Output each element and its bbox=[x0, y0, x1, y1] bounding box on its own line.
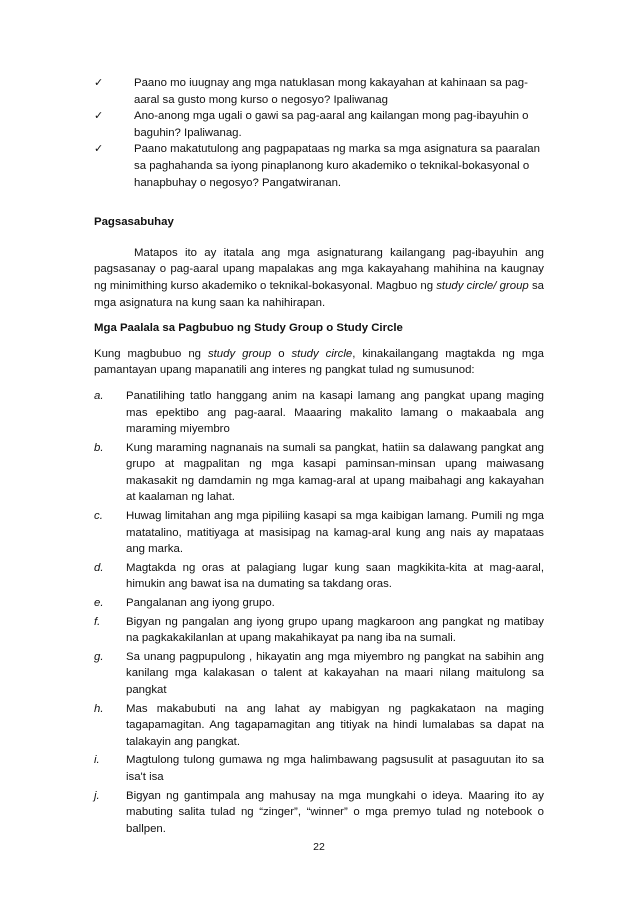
list-item bbox=[94, 388, 544, 438]
paragraph-text: , kinakailangang magtakda ng mga pamantayan upang mapanatili ang interes ng pangkat tulad ng sumusunod: bbox=[94, 347, 544, 377]
list-item bbox=[94, 701, 544, 751]
item-text: Mas makabubuti na ang lahat ay mabigyan ng pagkakataon na maging tagapamagitan. Ang tagapamagitan ang titiyak na hindi lumalabas sa dapat na talakayin ang pangkat. bbox=[126, 702, 544, 748]
question-text: Ano-anong mga ugali o gawi sa pag-aaral ang kailangan mong pag-ibayuhin o baguhin? Ipaliwanag. bbox=[134, 110, 529, 139]
item-text: Magtakda ng oras at palagiang lugar kung saan magkikita-kita at mag-aaral, himukin ang bawat isa na dumating sa takdang oras. bbox=[126, 561, 544, 591]
checkmark-icon: ✓ bbox=[94, 77, 104, 89]
pagsasabuhay-paragraph bbox=[94, 245, 544, 311]
guidelines-list bbox=[94, 388, 544, 837]
paalala-intro bbox=[94, 346, 544, 379]
list-item bbox=[94, 75, 544, 108]
item-text: Pangalanan ang iyong grupo. bbox=[126, 597, 275, 610]
item-letter: i. bbox=[94, 754, 100, 767]
paragraph-text: o bbox=[271, 347, 292, 360]
item-letter: h. bbox=[94, 702, 104, 715]
list-item bbox=[94, 108, 544, 141]
item-letter: j. bbox=[94, 789, 100, 802]
list-item bbox=[94, 752, 544, 785]
emphasis-text: study circle/ group bbox=[436, 279, 529, 292]
checkmark-icon: ✓ bbox=[94, 143, 104, 156]
reflection-questions bbox=[94, 75, 544, 191]
list-item bbox=[94, 560, 544, 593]
item-text: Huwag limitahan ang mga pipiliing kasapi sa mga kaibigan lamang. Pumili ng mga matatalino, matitiyaga at masisipag na kamag-aral kung ang nais ay mapataas ang marka. bbox=[126, 510, 544, 556]
list-item bbox=[94, 649, 544, 699]
item-letter: f. bbox=[94, 615, 101, 628]
item-letter: g. bbox=[94, 650, 104, 663]
list-item bbox=[94, 440, 544, 506]
paragraph-text: sa mga asignatura na kung saan ka nahihirapan. bbox=[94, 279, 544, 309]
list-item bbox=[94, 788, 544, 838]
list-item bbox=[94, 614, 544, 647]
item-text: Panatilihing tatlo hanggang anim na kasapi lamang ang pangkat upang maging mas epektibo ang pag-aaral. Maaaring makalito lamang o makaabala ang maraming miyembro bbox=[126, 389, 544, 436]
item-text: Bigyan ng gantimpala ang mahusay na mga mungkahi o ideya. Maaring ito ay mabuting salita tulad ng “zinger”, “winner” o mga premyo tulad ng notebook o ballpen. bbox=[126, 789, 544, 835]
item-text: Magtulong tulong gumawa ng mga halimbawang pagsusulit at pasaguutan ito sa isa't isa bbox=[126, 754, 544, 783]
emphasis-text: study circle bbox=[291, 347, 353, 360]
item-text: Bigyan ng pangalan ang iyong grupo upang magkaroon ang pangkat ng matibay na pagkakakilanlan at upang makahikayat pa nang iba na sumali. bbox=[126, 615, 544, 645]
emphasis-text: study group bbox=[207, 347, 272, 360]
question-text: Paano mo iuugnay ang mga natuklasan mong kakayahan at kahinaan sa pag-aaral sa gusto mong kurso o negosyo? Ipaliwanag bbox=[134, 77, 528, 106]
list-item bbox=[94, 508, 544, 558]
checkmark-icon: ✓ bbox=[94, 110, 104, 123]
section-heading-paalala: Mga Paalala sa Pagbubuo ng Study Group o Study Circle bbox=[94, 322, 403, 335]
paragraph-text: Kung magbubuo ng bbox=[94, 347, 208, 360]
list-item bbox=[94, 595, 544, 612]
item-letter: c. bbox=[94, 510, 103, 523]
page-content bbox=[94, 75, 544, 839]
item-letter: b. bbox=[94, 441, 104, 454]
list-item bbox=[94, 141, 544, 191]
question-text: Paano makatutulong ang pagpapataas ng marka sa mga asignatura sa paaralan sa paghahanda sa iyong pinaplanong kuro akademiko o teknikal-bokasyonal o hanapbuhay o negosyo? Pangatwiranan. bbox=[134, 143, 540, 189]
item-letter: a. bbox=[94, 389, 104, 402]
item-letter: e. bbox=[94, 597, 104, 610]
item-text: Kung maraming nagnanais na sumali sa pangkat, hatiin sa dalawang pangkat ang grupo at magpalitan ng mga kasapi paminsan-minsan upang maiwasang makasakit ng damdamin ng mga kamag-aral at upang maibahagi ang kakayahan at kaalaman ng lahat. bbox=[126, 441, 544, 504]
section-heading-pagsasabuhay: Pagsasabuhay bbox=[94, 216, 174, 229]
page-number: 22 bbox=[313, 841, 325, 853]
item-text: Sa unang pagpupulong , hikayatin ang mga miyembro ng pangkat na sabihin ang kanilang mga kalakasan o talent at kakayahan na maari nilang maitulong sa pangkat bbox=[126, 650, 544, 696]
paragraph-text: Matapos ito ay itatala ang mga asignaturang kailangang pag-ibayuhin ang pagsasanay o pag-aaral upang mapalakas ang mga kakayahang mahihina na kaugnay ng minimithing kurso akademiko o teknikal-bokasyonal. Magbuo ng bbox=[94, 246, 544, 292]
item-letter: d. bbox=[94, 561, 104, 574]
